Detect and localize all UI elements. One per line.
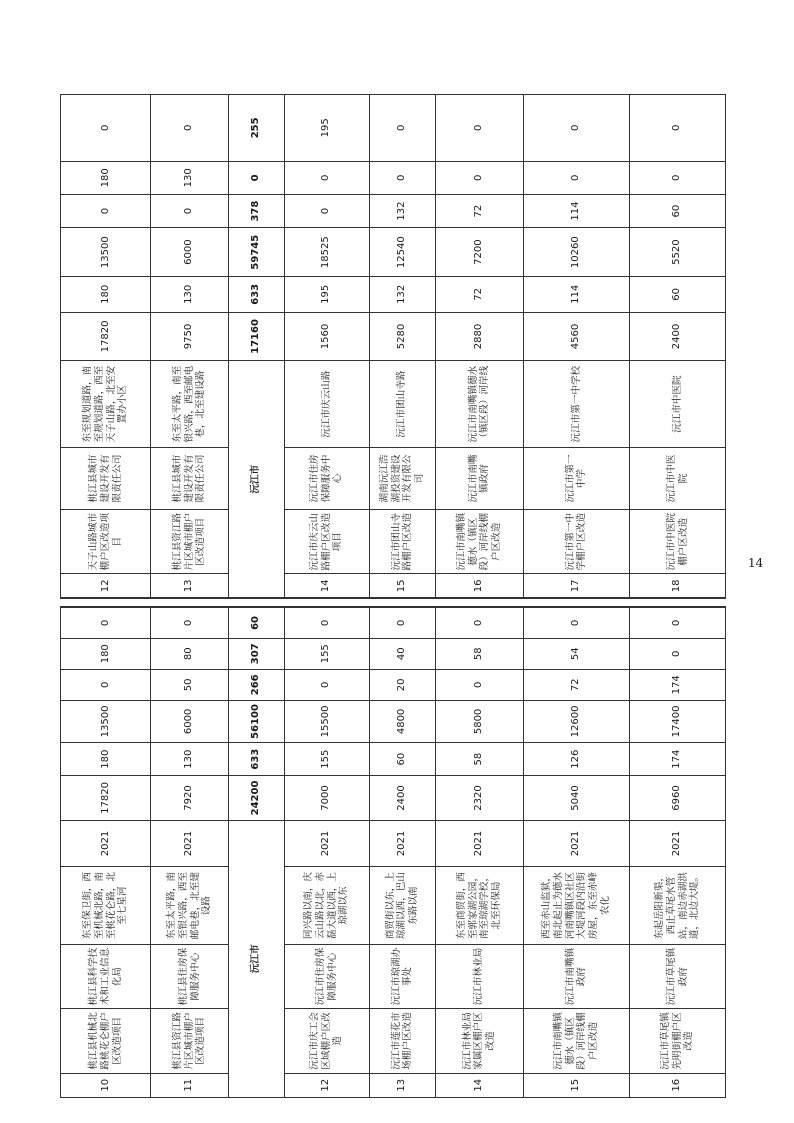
cell-c3: 0 bbox=[151, 95, 228, 162]
cell-unit: 沅江市中医院 bbox=[630, 447, 726, 509]
cell-name: 沅江市团山寺路棚户区改造 bbox=[369, 510, 435, 574]
cell-area: 18525 bbox=[284, 228, 369, 277]
cell-no: 11 bbox=[151, 1073, 228, 1097]
cell-name: 桃江县资江路片区城市棚户区改造项目 bbox=[151, 1009, 228, 1073]
cell-area: 7200 bbox=[435, 228, 523, 277]
cell-c3: 0 bbox=[523, 607, 629, 638]
cell-households: 72 bbox=[435, 277, 523, 313]
cell-area: 15500 bbox=[284, 700, 369, 742]
housing-project-table bbox=[60, 94, 726, 1098]
cell-invest: 1560 bbox=[284, 312, 369, 361]
cell-no: 17 bbox=[523, 574, 629, 598]
cell-no: 10 bbox=[61, 1073, 151, 1097]
cell-area: 17400 bbox=[630, 700, 726, 742]
cell-c3: 0 bbox=[61, 607, 151, 638]
cell-c3: 255 bbox=[228, 95, 284, 162]
table-gutter bbox=[151, 598, 228, 607]
cell-no: 15 bbox=[369, 574, 435, 598]
cell-c1: 114 bbox=[523, 194, 629, 227]
cell-scope: 东至商贸街，西至郭家湖公园，南至琼湖学校，北至环保局 bbox=[435, 867, 523, 945]
cell-scope: 东至保卫街，西至机械北路，南至桃花仑路，北至七星河 bbox=[61, 867, 151, 945]
table-gutter bbox=[228, 598, 284, 607]
cell-c1: 0 bbox=[151, 194, 228, 227]
cell-c1: 72 bbox=[523, 669, 629, 700]
cell-c3: 0 bbox=[630, 607, 726, 638]
cell-no: 18 bbox=[630, 574, 726, 598]
cell-households: 633 bbox=[228, 743, 284, 776]
cell-area: 13500 bbox=[61, 228, 151, 277]
table-row bbox=[523, 95, 629, 1098]
cell-unit: 沅江市琼湖办事处 bbox=[369, 944, 435, 1008]
cell-no: 12 bbox=[284, 1073, 369, 1097]
cell-scope: 沅江市庆云山路 bbox=[284, 361, 369, 448]
cell-c3: 0 bbox=[523, 95, 629, 162]
cell-name: 沅江市庆工会区域棚户区改造 bbox=[284, 1009, 369, 1073]
rotated-table-page bbox=[60, 94, 726, 1098]
cell-city-total: 沅江市 bbox=[228, 820, 284, 1097]
cell-c2: 0 bbox=[228, 161, 284, 194]
cell-unit: 桃江县城市建设开发有限责任公司 bbox=[151, 447, 228, 509]
cell-year: 2021 bbox=[369, 820, 435, 867]
cell-unit: 沅江市住房保障服务中心 bbox=[284, 944, 369, 1008]
cell-c3: 195 bbox=[284, 95, 369, 162]
cell-area: 6000 bbox=[151, 228, 228, 277]
cell-invest: 7000 bbox=[284, 776, 369, 820]
cell-area: 12600 bbox=[523, 700, 629, 742]
cell-c3: 0 bbox=[151, 607, 228, 638]
cell-c1: 60 bbox=[630, 194, 726, 227]
cell-c3: 0 bbox=[369, 95, 435, 162]
cell-c2: 58 bbox=[435, 638, 523, 669]
cell-name: 沅江市草尾镇先明街棚户区改造 bbox=[630, 1009, 726, 1073]
cell-name: 沅江市莲花市场棚户区改造 bbox=[369, 1009, 435, 1073]
cell-c2: 180 bbox=[61, 638, 151, 669]
cell-c3: 0 bbox=[284, 607, 369, 638]
cell-unit: 沅江市草尾镇政府 bbox=[630, 944, 726, 1008]
cell-c1: 20 bbox=[369, 669, 435, 700]
cell-unit: 沅江市南嘴镇政府 bbox=[523, 944, 629, 1008]
cell-invest: 6960 bbox=[630, 776, 726, 820]
cell-c3: 0 bbox=[435, 95, 523, 162]
cell-c3: 0 bbox=[435, 607, 523, 638]
cell-c3: 0 bbox=[61, 95, 151, 162]
cell-unit: 沅江市住房保障服务中心 bbox=[284, 447, 369, 509]
cell-no: 12 bbox=[61, 574, 151, 598]
cell-c1: 72 bbox=[435, 194, 523, 227]
cell-unit: 桃江县住房保障服务中心 bbox=[151, 944, 228, 1008]
cell-c2: 0 bbox=[523, 161, 629, 194]
cell-invest: 17820 bbox=[61, 312, 151, 361]
cell-c2: 0 bbox=[630, 161, 726, 194]
cell-scope: 商贸街以东，上琼湖以西，巴山东路以南 bbox=[369, 867, 435, 945]
table-gutter bbox=[435, 598, 523, 607]
cell-households: 180 bbox=[61, 743, 151, 776]
cell-name: 沅江市第一中学棚户区改造 bbox=[523, 510, 629, 574]
cell-invest: 17820 bbox=[61, 776, 151, 820]
table-row bbox=[369, 95, 435, 1098]
cell-c1: 0 bbox=[61, 194, 151, 227]
cell-invest: 5280 bbox=[369, 312, 435, 361]
cell-unit: 沅江市第一中学 bbox=[523, 447, 629, 509]
cell-unit: 桃江县科学技术和工业信息化局 bbox=[61, 944, 151, 1008]
cell-city-total: 沅江市 bbox=[228, 361, 284, 598]
cell-households: 58 bbox=[435, 743, 523, 776]
cell-households: 195 bbox=[284, 277, 369, 313]
cell-c2: 180 bbox=[61, 161, 151, 194]
cell-c1: 0 bbox=[284, 669, 369, 700]
cell-name: 天子山路城市棚户区改造项目 bbox=[61, 510, 151, 574]
cell-scope: 东至规划道路，南至规划道路，西至天子山路，北至安置办小区 bbox=[61, 361, 151, 448]
cell-year: 2021 bbox=[151, 820, 228, 867]
cell-households: 155 bbox=[284, 743, 369, 776]
cell-scope: 西至赤山监狱，南北起止为德水河南嘴镇区社区大堤河段内沿街房屋，东至赤峰农化 bbox=[523, 867, 629, 945]
cell-no: 16 bbox=[435, 574, 523, 598]
cell-area: 59745 bbox=[228, 228, 284, 277]
cell-c3: 0 bbox=[630, 95, 726, 162]
cell-c1: 132 bbox=[369, 194, 435, 227]
cell-c1: 0 bbox=[61, 669, 151, 700]
cell-area: 5520 bbox=[630, 228, 726, 277]
cell-households: 130 bbox=[151, 743, 228, 776]
cell-name: 沅江市中医院棚户区改造 bbox=[630, 510, 726, 574]
table-gutter bbox=[369, 598, 435, 607]
cell-area: 13500 bbox=[61, 700, 151, 742]
cell-c2: 0 bbox=[435, 161, 523, 194]
cell-name: 沅江市南嘴镇德水（镇区段）河岸线棚户区改造 bbox=[435, 510, 523, 574]
cell-area: 5800 bbox=[435, 700, 523, 742]
cell-scope: 东至太平路，南至银兴路，西至邮电巷，北至建设路 bbox=[151, 867, 228, 945]
cell-households: 174 bbox=[630, 743, 726, 776]
page-number: 14 bbox=[748, 556, 764, 570]
cell-area: 10260 bbox=[523, 228, 629, 277]
cell-households: 130 bbox=[151, 277, 228, 313]
table-gutter bbox=[523, 598, 629, 607]
cell-invest: 2400 bbox=[369, 776, 435, 820]
cell-area: 56100 bbox=[228, 700, 284, 742]
cell-no: 14 bbox=[284, 574, 369, 598]
cell-c2: 0 bbox=[284, 161, 369, 194]
table-row bbox=[61, 95, 151, 1098]
cell-unit: 沅江市林业局 bbox=[435, 944, 523, 1008]
cell-scope: 东起岳阳新渠，西止草尾水管站，南边赤湖洪道，北边大堤。 bbox=[630, 867, 726, 945]
cell-area: 12540 bbox=[369, 228, 435, 277]
cell-c3: 60 bbox=[228, 607, 284, 638]
cell-c1: 0 bbox=[284, 194, 369, 227]
cell-c1: 174 bbox=[630, 669, 726, 700]
cell-households: 180 bbox=[61, 277, 151, 313]
cell-no: 13 bbox=[369, 1073, 435, 1097]
cell-no: 15 bbox=[523, 1073, 629, 1097]
cell-invest: 2320 bbox=[435, 776, 523, 820]
cell-no: 13 bbox=[151, 574, 228, 598]
cell-c2: 307 bbox=[228, 638, 284, 669]
cell-c2: 80 bbox=[151, 638, 228, 669]
cell-name: 桃江县资江路片区城市棚户区改造项目 bbox=[151, 510, 228, 574]
cell-households: 60 bbox=[369, 743, 435, 776]
table-row bbox=[284, 95, 369, 1098]
cell-invest: 7920 bbox=[151, 776, 228, 820]
cell-scope: 沅江市南嘴镇德水（镇区段）河岸线 bbox=[435, 361, 523, 448]
cell-no: 16 bbox=[630, 1073, 726, 1097]
cell-area: 4800 bbox=[369, 700, 435, 742]
cell-name: 沅江市南嘴镇德水（镇区段）河岸线棚户区改造 bbox=[523, 1009, 629, 1073]
table-row bbox=[151, 95, 228, 1098]
table-row bbox=[630, 95, 726, 1098]
cell-c3: 0 bbox=[369, 607, 435, 638]
cell-invest: 2880 bbox=[435, 312, 523, 361]
cell-scope: 沅江市第一中学校 bbox=[523, 361, 629, 448]
cell-c1: 266 bbox=[228, 669, 284, 700]
cell-households: 60 bbox=[630, 277, 726, 313]
cell-invest: 2400 bbox=[630, 312, 726, 361]
table-row bbox=[228, 95, 284, 1098]
table-gutter bbox=[284, 598, 369, 607]
cell-name: 沅江市林业局家属区棚户区改造 bbox=[435, 1009, 523, 1073]
cell-area: 6000 bbox=[151, 700, 228, 742]
table-row bbox=[435, 95, 523, 1098]
table-gutter bbox=[630, 598, 726, 607]
cell-invest: 5040 bbox=[523, 776, 629, 820]
cell-invest: 17160 bbox=[228, 312, 284, 361]
cell-year: 2021 bbox=[523, 820, 629, 867]
cell-c2: 155 bbox=[284, 638, 369, 669]
cell-c2: 130 bbox=[151, 161, 228, 194]
cell-households: 126 bbox=[523, 743, 629, 776]
cell-name: 沅江市庆云山路棚户区改造项目 bbox=[284, 510, 369, 574]
cell-c2: 0 bbox=[630, 638, 726, 669]
cell-invest: 24200 bbox=[228, 776, 284, 820]
cell-scope: 沅江市团山寺路 bbox=[369, 361, 435, 448]
cell-scope: 同兴路以南，庆云山路以北，赤磊大道以西，上琼湖以东 bbox=[284, 867, 369, 945]
cell-c2: 54 bbox=[523, 638, 629, 669]
cell-year: 2021 bbox=[630, 820, 726, 867]
cell-unit: 湖南沅江浩湖投资建设开发有限公司 bbox=[369, 447, 435, 509]
cell-invest: 9750 bbox=[151, 312, 228, 361]
cell-c1: 378 bbox=[228, 194, 284, 227]
table-gutter bbox=[61, 598, 151, 607]
cell-households: 132 bbox=[369, 277, 435, 313]
cell-invest: 4560 bbox=[523, 312, 629, 361]
cell-scope: 东至太平路，南至银兴路，西至邮电巷，北至建设路 bbox=[151, 361, 228, 448]
cell-households: 114 bbox=[523, 277, 629, 313]
cell-c2: 40 bbox=[369, 638, 435, 669]
cell-year: 2021 bbox=[435, 820, 523, 867]
cell-year: 2021 bbox=[61, 820, 151, 867]
cell-scope: 沅江市中医院 bbox=[630, 361, 726, 448]
cell-no: 14 bbox=[435, 1073, 523, 1097]
cell-c1: 0 bbox=[435, 669, 523, 700]
cell-year: 2021 bbox=[284, 820, 369, 867]
cell-unit: 沅江市南嘴镇政府 bbox=[435, 447, 523, 509]
cell-name: 桃江县机械北路桃花仑棚户区改造项目 bbox=[61, 1009, 151, 1073]
cell-unit: 桃江县城市建设开发有限责任公司 bbox=[61, 447, 151, 509]
cell-c2: 0 bbox=[369, 161, 435, 194]
cell-households: 633 bbox=[228, 277, 284, 313]
table-body bbox=[61, 95, 726, 1098]
cell-c1: 50 bbox=[151, 669, 228, 700]
